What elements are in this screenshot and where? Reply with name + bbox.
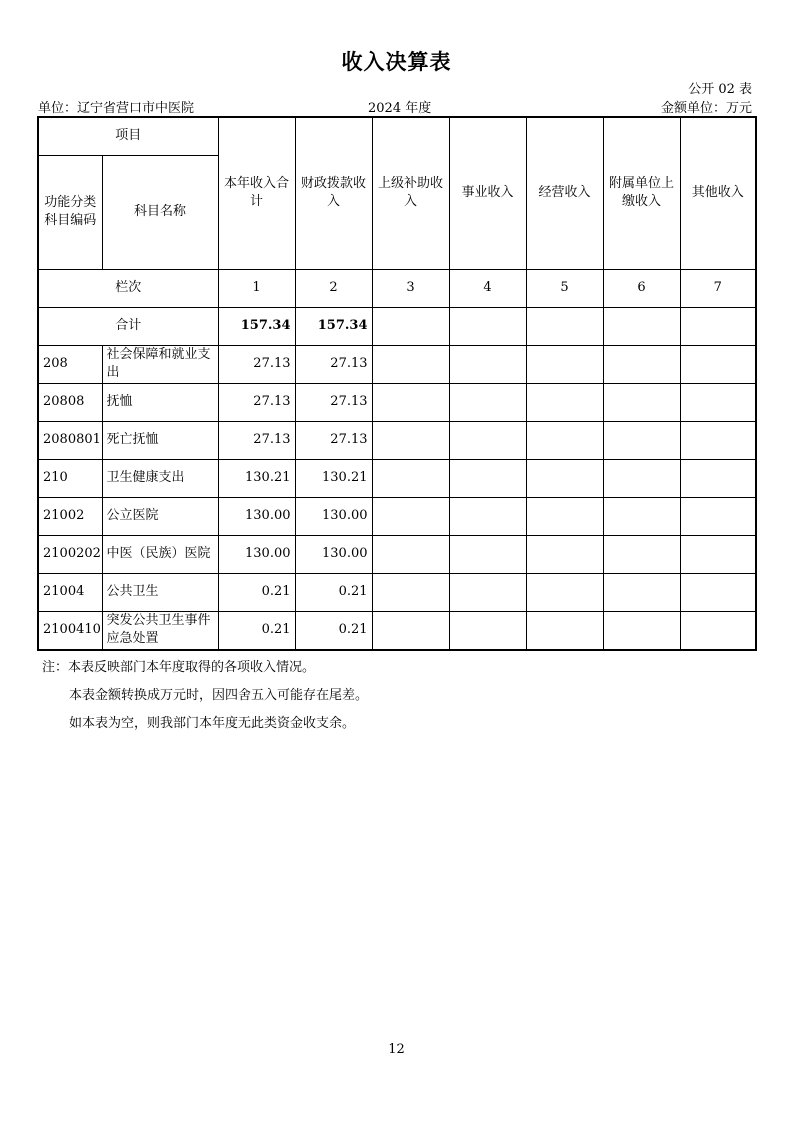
row-fiscal: 0.21	[295, 573, 372, 611]
header-col-7: 其他收入	[680, 117, 756, 269]
row-name: 社会保障和就业支出	[102, 345, 218, 383]
row-code: 2080801	[38, 421, 102, 459]
seq-row	[38, 269, 756, 307]
row-fiscal: 130.00	[295, 497, 372, 535]
row-fiscal: 0.21	[295, 611, 372, 650]
total-label: 合计	[38, 307, 218, 345]
header-item: 项目	[38, 117, 218, 155]
row-total: 0.21	[218, 573, 295, 611]
seq-cell: 2	[295, 269, 372, 307]
seq-cell: 6	[603, 269, 680, 307]
table-row	[38, 611, 756, 650]
reporting-unit: 单位：辽宁省营口市中医院	[38, 101, 195, 116]
total-fiscal: 157.34	[295, 307, 372, 345]
row-name: 卫生健康支出	[102, 459, 218, 497]
header-col-1: 本年收入合计	[218, 117, 295, 269]
header-row-1	[38, 117, 756, 155]
seq-cell: 4	[449, 269, 526, 307]
table-row	[38, 573, 756, 611]
page-number: 12	[388, 1042, 405, 1057]
row-total: 27.13	[218, 421, 295, 459]
form-number: 公开 02 表	[688, 82, 752, 97]
row-fiscal: 27.13	[295, 383, 372, 421]
table-row	[38, 383, 756, 421]
row-name: 抚恤	[102, 383, 218, 421]
page-title: 收入决算表	[341, 49, 452, 74]
table-row	[38, 497, 756, 535]
row-code: 2100202	[38, 535, 102, 573]
header-col-6: 附属单位上缴收入	[603, 117, 680, 269]
row-total: 27.13	[218, 383, 295, 421]
total-row	[38, 307, 756, 345]
seq-cell: 5	[526, 269, 603, 307]
row-total: 130.21	[218, 459, 295, 497]
header-name: 科目名称	[102, 155, 218, 269]
header-code: 功能分类科目编码	[38, 155, 102, 269]
income-table	[37, 116, 757, 651]
row-code: 2100410	[38, 611, 102, 650]
seq-cell: 3	[372, 269, 449, 307]
row-name: 死亡抚恤	[102, 421, 218, 459]
row-name: 突发公共卫生事件应急处置	[102, 611, 218, 650]
row-fiscal: 27.13	[295, 345, 372, 383]
row-code: 21002	[38, 497, 102, 535]
table-row	[38, 535, 756, 573]
seq-cell: 7	[680, 269, 756, 307]
row-fiscal: 130.21	[295, 459, 372, 497]
row-code: 208	[38, 345, 102, 383]
row-total: 130.00	[218, 497, 295, 535]
header-col-3: 上级补助收入	[372, 117, 449, 269]
note-line: 本表金额转换成万元时，因四舍五入可能存在尾差。	[69, 688, 369, 703]
row-code: 210	[38, 459, 102, 497]
table-row	[38, 345, 756, 383]
row-fiscal: 27.13	[295, 421, 372, 459]
header-col-5: 经营收入	[526, 117, 603, 269]
row-code: 20808	[38, 383, 102, 421]
seq-cell: 1	[218, 269, 295, 307]
header-col-4: 事业收入	[449, 117, 526, 269]
row-name: 公共卫生	[102, 573, 218, 611]
row-total: 27.13	[218, 345, 295, 383]
header-col-2: 财政拨款收入	[295, 117, 372, 269]
row-total: 0.21	[218, 611, 295, 650]
total-income: 157.34	[218, 307, 295, 345]
table-row	[38, 459, 756, 497]
note-line: 如本表为空，则我部门本年度无此类资金收支余。	[69, 716, 356, 731]
money-unit: 金额单位：万元	[660, 101, 752, 116]
note-line: 注：本表反映部门本年度取得的各项收入情况。	[42, 660, 316, 675]
seq-label: 栏次	[38, 269, 218, 307]
fiscal-year: 2024 年度	[368, 101, 432, 116]
row-name: 公立医院	[102, 497, 218, 535]
table-row	[38, 421, 756, 459]
notes	[42, 654, 368, 738]
row-fiscal: 130.00	[295, 535, 372, 573]
row-name: 中医（民族）医院	[102, 535, 218, 573]
row-total: 130.00	[218, 535, 295, 573]
row-code: 21004	[38, 573, 102, 611]
